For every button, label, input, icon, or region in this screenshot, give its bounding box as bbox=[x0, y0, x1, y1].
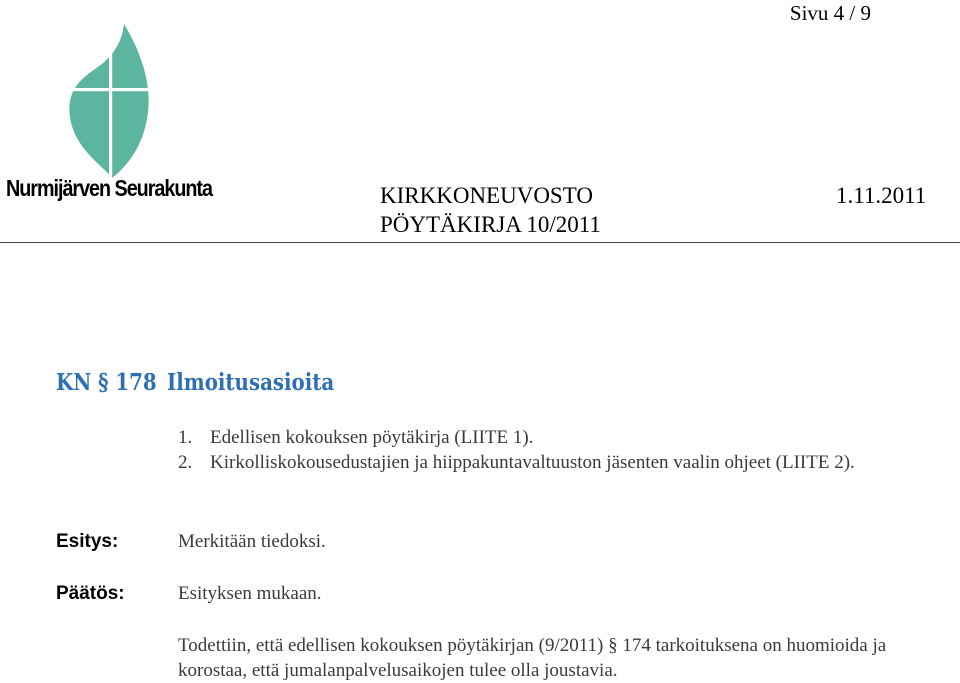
page-number: Sivu 4 / 9 bbox=[789, 1, 871, 25]
governing-body-name: KIRKKONEUVOSTO bbox=[380, 183, 593, 208]
section-title: Ilmoitusasioita bbox=[167, 369, 335, 396]
list-item bbox=[178, 425, 918, 450]
section-number: 178 bbox=[115, 369, 157, 396]
proposal-label: Esitys: bbox=[56, 531, 119, 552]
minutes-title: PÖYTÄKIRJA 10/2011 bbox=[380, 212, 601, 237]
leaf-cross-icon bbox=[64, 22, 154, 182]
agenda-list bbox=[178, 425, 918, 475]
list-item-number: 1. bbox=[178, 427, 193, 448]
cross-vertical bbox=[109, 50, 112, 182]
list-item-text: Kirkolliskokousedustajien ja hiippakuntavaltuuston jäsenten vaalin ohjeet (LIITE 2). bbox=[210, 452, 855, 473]
section-symbol: § bbox=[98, 369, 109, 396]
meeting-date: 1.11.2011 bbox=[836, 183, 927, 208]
decision-label: Päätös: bbox=[56, 583, 125, 604]
cross-horizontal bbox=[70, 88, 148, 91]
list-item-text: Edellisen kokouksen pöytäkirja (LIITE 1). bbox=[210, 427, 534, 448]
list-item bbox=[178, 450, 918, 475]
decision-text: Esityksen mukaan. bbox=[178, 583, 322, 604]
decision-note: Todettiin, että edellisen kokouksen pöytäkirjan (9/2011) § 174 tarkoituksena on huomioida ja korostaa, että jumalanpalvelusaikojen tulee olla joustavia. bbox=[178, 635, 887, 681]
header-divider bbox=[0, 242, 960, 243]
list-item-number: 2. bbox=[178, 452, 193, 473]
organization-name: Nurmijärven Seurakunta bbox=[6, 175, 212, 201]
proposal-text: Merkitään tiedoksi. bbox=[178, 531, 326, 552]
section-code: KN bbox=[56, 369, 92, 396]
section-heading bbox=[56, 369, 334, 396]
